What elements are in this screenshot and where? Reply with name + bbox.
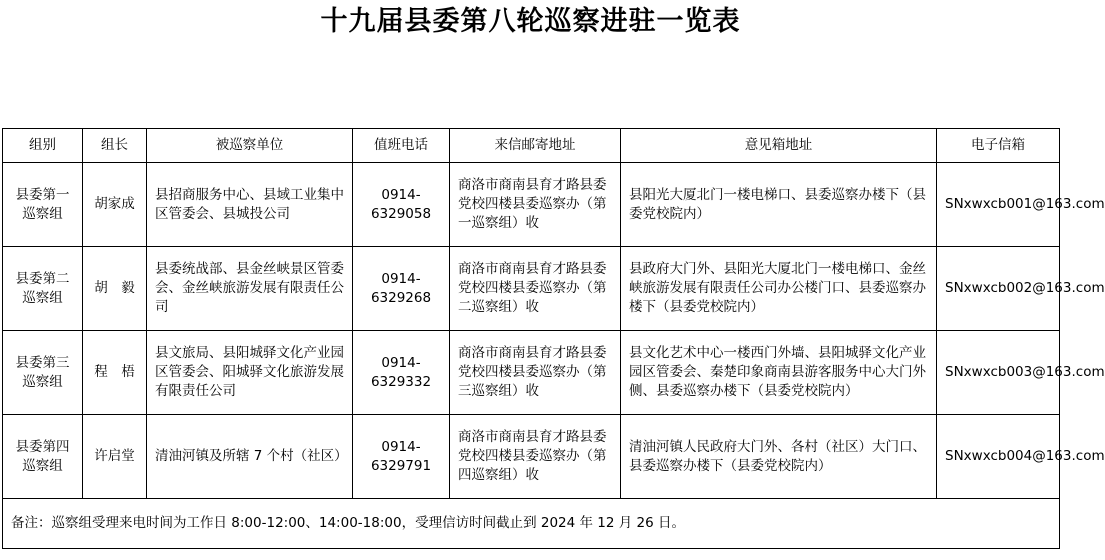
email-cell: SNxwxcb003@163.com	[937, 331, 1060, 415]
group-cell: 县委第二巡察组	[3, 247, 83, 331]
box-address-cell: 县政府大门外、县阳光大厦北门一楼电梯口、金丝峡旅游发展有限责任公司办公楼门口、县委巡察办楼下（县委党校院内）	[621, 247, 937, 331]
document-title: 十九届县委第八轮巡察进驻一览表	[320, 6, 741, 37]
leader-cell: 胡家成	[83, 163, 147, 247]
units-cell: 县委统战部、县金丝峡景区管委会、金丝峡旅游发展有限责任公司	[147, 247, 353, 331]
table-row	[3, 163, 1060, 247]
email-cell: SNxwxcb004@163.com	[937, 415, 1060, 499]
units-cell: 清油河镇及所辖 7 个村（社区）	[147, 415, 353, 499]
units-cell: 县招商服务中心、县域工业集中区管委会、县城投公司	[147, 163, 353, 247]
phone-cell: 0914-6329332	[353, 331, 450, 415]
table-row	[3, 247, 1060, 331]
col-header-leader: 组长	[83, 129, 147, 163]
mail-address-cell: 商洛市商南县育才路县委党校四楼县委巡察办（第四巡察组）收	[450, 415, 621, 499]
inspection-table	[2, 128, 1105, 549]
col-header-mail-address: 来信邮寄地址	[450, 129, 621, 163]
table-row	[3, 331, 1060, 415]
phone-cell: 0914-6329268	[353, 247, 450, 331]
box-address-cell: 清油河镇人民政府大门外、各村（社区）大门口、县委巡察办楼下（县委党校院内）	[621, 415, 937, 499]
phone-cell: 0914-6329058	[353, 163, 450, 247]
box-address-cell: 县文化艺术中心一楼西门外墙、县阳城驿文化产业园区管委会、秦楚印象商南县游客服务中心大门外侧、县委巡察办楼下（县委党校院内）	[621, 331, 937, 415]
group-cell: 县委第一巡察组	[3, 163, 83, 247]
note-text: 备注：巡察组受理来电时间为工作日 8:00-12:00、14:00-18:00，受理信访时间截止到 2024 年 12 月 26 日。	[3, 499, 1060, 549]
note-row	[3, 499, 1060, 549]
phone-cell: 0914-6329791	[353, 415, 450, 499]
header-row	[3, 129, 1060, 163]
group-cell: 县委第三巡察组	[3, 331, 83, 415]
leader-cell: 程 梧	[83, 331, 147, 415]
col-header-phone: 值班电话	[353, 129, 450, 163]
email-cell: SNxwxcb001@163.com	[937, 163, 1060, 247]
col-header-email: 电子信箱	[937, 129, 1060, 163]
leader-cell: 许启堂	[83, 415, 147, 499]
box-address-cell: 县阳光大厦北门一楼电梯口、县委巡察办楼下（县委党校院内）	[621, 163, 937, 247]
mail-address-cell: 商洛市商南县育才路县委党校四楼县委巡察办（第二巡察组）收	[450, 247, 621, 331]
units-cell: 县文旅局、县阳城驿文化产业园区管委会、阳城驿文化旅游发展有限责任公司	[147, 331, 353, 415]
table-row	[3, 415, 1060, 499]
mail-address-cell: 商洛市商南县育才路县委党校四楼县委巡察办（第一巡察组）收	[450, 163, 621, 247]
group-cell: 县委第四巡察组	[3, 415, 83, 499]
email-cell: SNxwxcb002@163.com	[937, 247, 1060, 331]
leader-cell: 胡 毅	[83, 247, 147, 331]
col-header-box-address: 意见箱地址	[621, 129, 937, 163]
mail-address-cell: 商洛市商南县育才路县委党校四楼县委巡察办（第三巡察组）收	[450, 331, 621, 415]
col-header-units: 被巡察单位	[147, 129, 353, 163]
col-header-group: 组别	[3, 129, 83, 163]
